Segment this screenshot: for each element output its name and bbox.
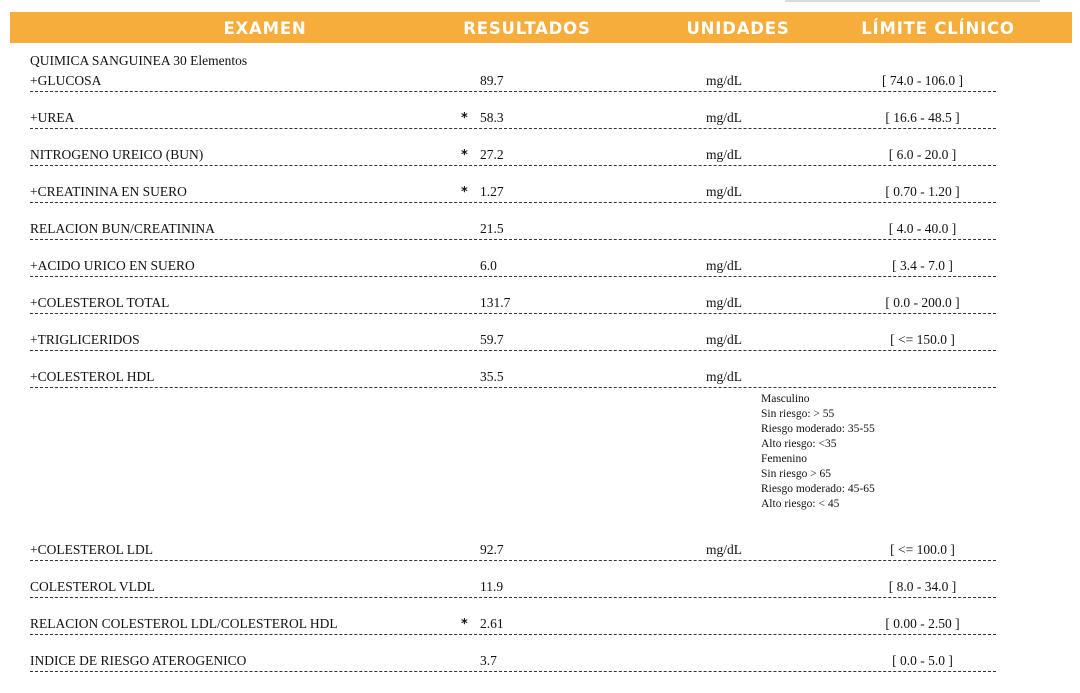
unit: mg/dL [706, 184, 742, 199]
note-line: Alto riesgo: <35 [761, 438, 837, 450]
header-clinical-limit: LÍMITE CLÍNICO [861, 19, 1015, 38]
result-value: 11.9 [480, 579, 504, 594]
result-value: 27.2 [480, 147, 504, 162]
table-row [0, 616, 1080, 636]
clinical-limit: [ 0.0 - 200.0 ] [885, 295, 960, 310]
result-value: 92.7 [480, 542, 504, 557]
note-line: Femenino [761, 453, 807, 465]
row-divider [30, 128, 996, 129]
result-value: 59.7 [480, 332, 504, 347]
row-divider [30, 671, 996, 672]
result-value: 35.5 [480, 369, 504, 384]
unit: mg/dL [706, 542, 742, 557]
result-value: 6.0 [480, 258, 497, 273]
row-divider [30, 276, 996, 277]
section-title: QUIMICA SANGUINEA 30 Elementos [30, 53, 248, 68]
unit: mg/dL [706, 73, 742, 88]
table-row [0, 221, 1080, 241]
abnormal-flag: * [461, 111, 468, 126]
row-divider [30, 560, 996, 561]
clinical-limit: [ 0.70 - 1.20 ] [885, 184, 960, 199]
row-divider [30, 350, 996, 351]
note-line: Masculino [761, 393, 810, 405]
unit: mg/dL [706, 369, 742, 384]
unit: mg/dL [706, 110, 742, 125]
exam-name: +GLUCOSA [30, 73, 102, 88]
table-row [0, 369, 1080, 389]
exam-name: +CREATININA EN SUERO [30, 184, 187, 199]
exam-name: +UREA [30, 110, 75, 125]
clinical-limit: [ 8.0 - 34.0 ] [888, 579, 957, 594]
row-divider [30, 387, 996, 388]
note-line: Riesgo moderado: 45-65 [761, 483, 875, 495]
table-row [0, 542, 1080, 562]
note-line: Riesgo moderado: 35-55 [761, 423, 875, 435]
table-row [0, 332, 1080, 352]
table-row [0, 653, 1080, 673]
clinical-limit: [ 16.6 - 48.5 ] [885, 110, 960, 125]
row-divider [30, 91, 996, 92]
header-units: UNIDADES [686, 19, 790, 38]
clinical-limit: [ 3.4 - 7.0 ] [892, 258, 953, 273]
note-line: Sin riesgo > 65 [761, 468, 832, 480]
exam-name: +COLESTEROL HDL [30, 369, 155, 384]
unit: mg/dL [706, 332, 742, 347]
abnormal-flag: * [461, 185, 468, 200]
table-row [0, 147, 1080, 167]
result-value: 2.61 [480, 616, 504, 631]
clinical-limit: [ <= 150.0 ] [890, 332, 955, 347]
exam-name: +COLESTEROL LDL [30, 542, 153, 557]
exam-name: RELACION COLESTEROL LDL/COLESTEROL HDL [30, 616, 338, 631]
result-value: 58.3 [480, 110, 504, 125]
row-divider [30, 165, 996, 166]
table-row [0, 184, 1080, 204]
clinical-limit: [ 6.0 - 20.0 ] [888, 147, 957, 162]
row-divider [30, 313, 996, 314]
clinical-limit: [ 0.00 - 2.50 ] [885, 616, 960, 631]
row-divider [30, 239, 996, 240]
table-row [0, 110, 1080, 130]
header-results: RESULTADOS [463, 19, 591, 38]
unit: mg/dL [706, 147, 742, 162]
exam-name: RELACION BUN/CREATININA [30, 221, 215, 236]
exam-name: +ACIDO URICO EN SUERO [30, 258, 195, 273]
exam-name: NITROGENO UREICO (BUN) [30, 147, 204, 162]
note-line: Sin riesgo: > 55 [761, 408, 835, 420]
table-row [0, 295, 1080, 315]
exam-name: +TRIGLICERIDOS [30, 332, 140, 347]
table-header [10, 12, 1072, 43]
hdl-reference-note [761, 392, 875, 512]
exam-name: COLESTEROL VLDL [30, 579, 155, 594]
unit: mg/dL [706, 258, 742, 273]
exam-name: INDICE DE RIESGO ATEROGENICO [30, 653, 247, 668]
header-exam: EXAMEN [223, 19, 307, 38]
row-divider [30, 634, 996, 635]
result-value: 21.5 [480, 221, 504, 236]
row-divider [30, 202, 996, 203]
exam-name: +COLESTEROL TOTAL [30, 295, 170, 310]
row-divider [30, 597, 996, 598]
table-row [0, 579, 1080, 599]
result-value: 1.27 [480, 184, 504, 199]
clinical-limit: [ 0.0 - 5.0 ] [892, 653, 953, 668]
result-value: 89.7 [480, 73, 504, 88]
clinical-limit: [ <= 100.0 ] [890, 542, 955, 557]
unit: mg/dL [706, 295, 742, 310]
top-scroll-indicator [785, 0, 1040, 2]
result-value: 131.7 [480, 295, 511, 310]
table-row [0, 73, 1080, 93]
clinical-limit: [ 74.0 - 106.0 ] [882, 73, 963, 88]
result-value: 3.7 [480, 653, 497, 668]
table-row [0, 258, 1080, 278]
clinical-limit: [ 4.0 - 40.0 ] [888, 221, 957, 236]
abnormal-flag: * [461, 617, 468, 632]
note-line: Alto riesgo: < 45 [761, 498, 840, 510]
abnormal-flag: * [461, 148, 468, 163]
